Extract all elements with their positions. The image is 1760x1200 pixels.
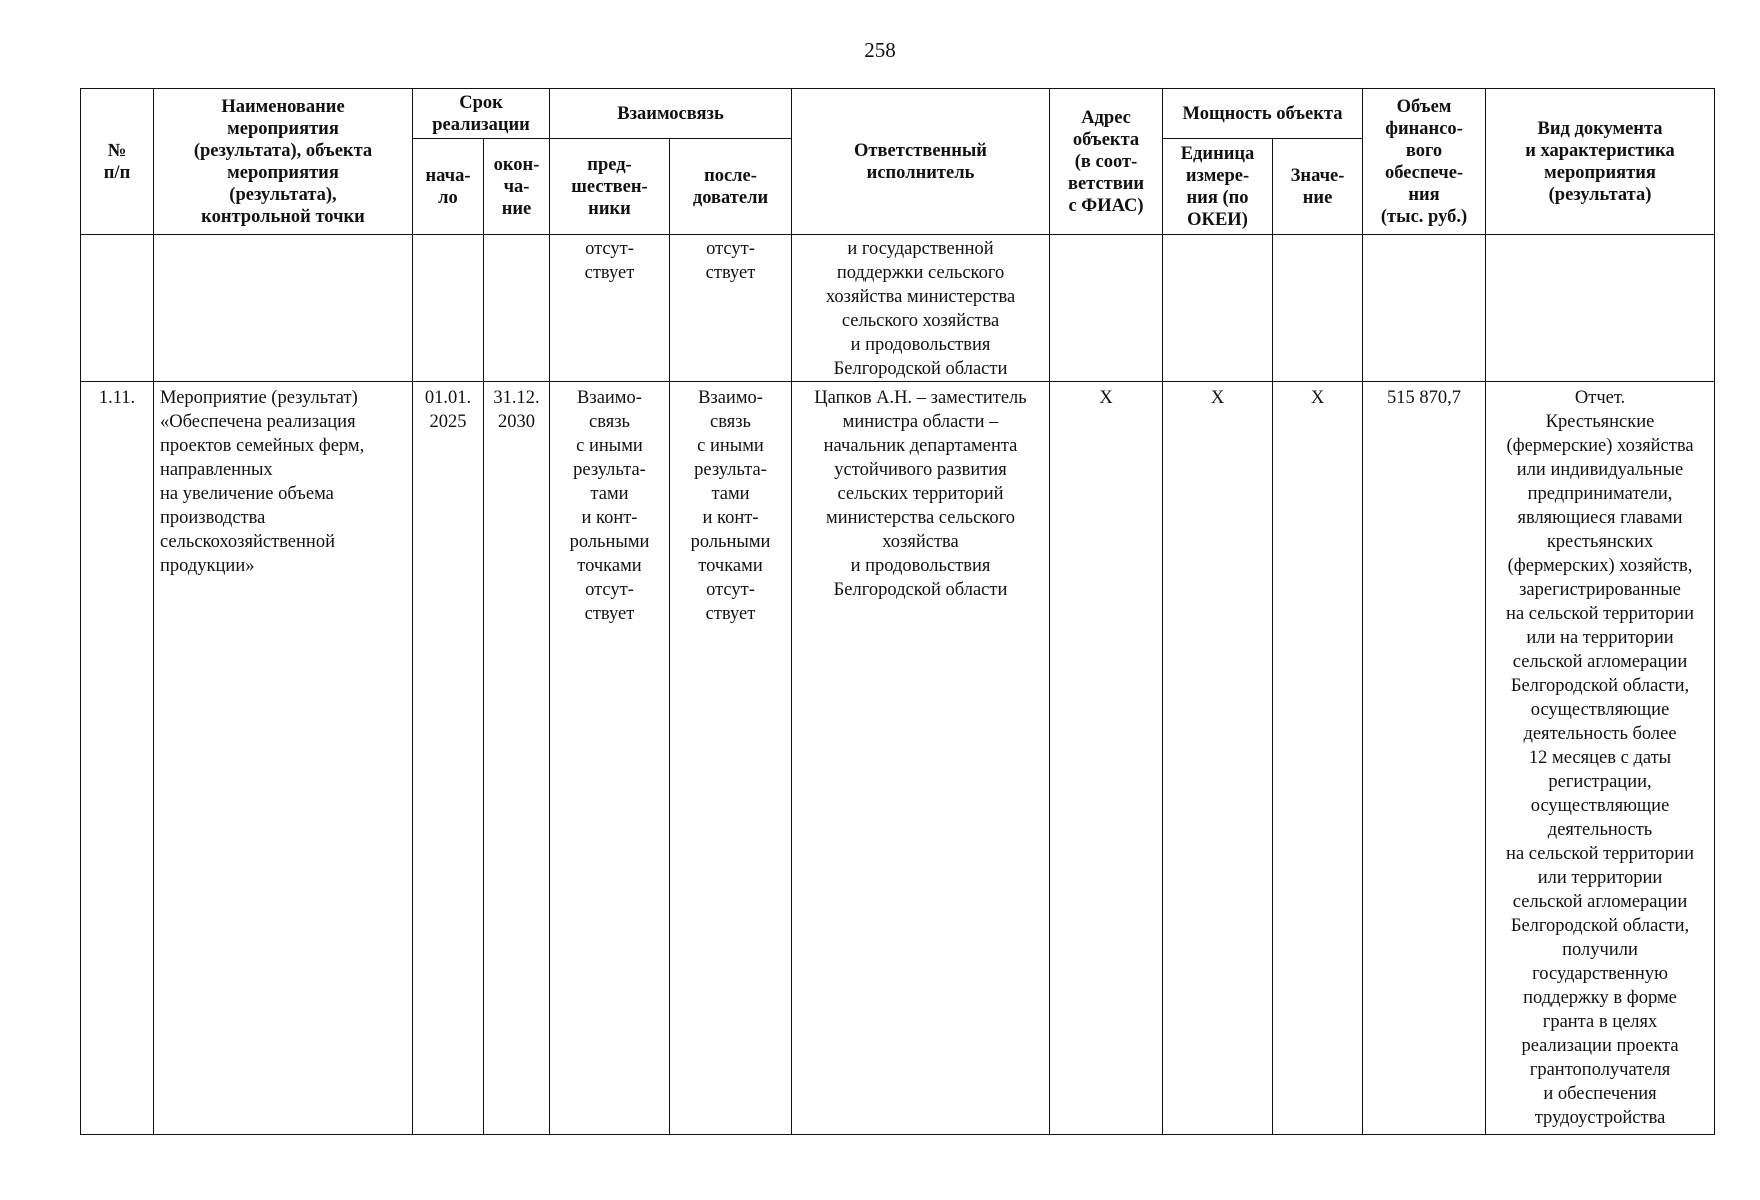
cell-end: 31.12. 2030 [484, 382, 550, 1135]
table-row [81, 235, 1715, 382]
page-number: 258 [864, 38, 896, 62]
cell-address [1050, 235, 1163, 382]
header-link-post: после- дователи [670, 139, 792, 235]
cell-pred: отсут- ствует [550, 235, 670, 382]
activities-table [80, 88, 1715, 1135]
header-address: Адрес объекта (в соот- ветствии с ФИАС) [1050, 89, 1163, 235]
cell-num [81, 235, 154, 382]
cell-pred: Взаимо- связь с иными результа- тами и конт- рольными точками отсут- ствует [550, 382, 670, 1135]
cell-start: 01.01. 2025 [413, 382, 484, 1135]
cell-finance: 515 870,7 [1363, 382, 1486, 1135]
header-value: Значе- ние [1273, 139, 1363, 235]
cell-value: Х [1273, 382, 1363, 1135]
cell-unit: Х [1163, 382, 1273, 1135]
header-num: № п/п [81, 89, 154, 235]
cell-post: отсут- ствует [670, 235, 792, 382]
cell-executor: Цапков А.Н. – заместитель министра области – начальник департамента устойчивого развития сельских территорий министерства сельского хозяйства и продовольствия Белгородской области [792, 382, 1050, 1135]
cell-name [154, 235, 413, 382]
header-name: Наименование мероприятия (результата), объекта мероприятия (результата), контрольной точки [154, 89, 413, 235]
cell-doc: Отчет. Крестьянские (фермерские) хозяйства или индивидуальные предприниматели, являющиеся главами крестьянских (фермерских) хозяйств, зарегистрированные на сельской территории или на территории сельской агломерации Белгородской области, осуществляющие деятельность более 12 месяцев с даты регистрации, осуществляющие деятельность на сельской территории или территории сельской агломерации Белгородской области, получили государственную поддержку в форме гранта в целях реализации проекта грантополучателя и обеспечения трудоустройства [1486, 382, 1715, 1135]
table-row [81, 382, 1715, 1135]
header-term: Срок реализации [413, 89, 550, 139]
header-doc: Вид документа и характеристика мероприятия (результата) [1486, 89, 1715, 235]
header-term-start: нача- ло [413, 139, 484, 235]
cell-unit [1163, 235, 1273, 382]
header-link-pred: пред- шествен- ники [550, 139, 670, 235]
cell-num: 1.11. [81, 382, 154, 1135]
cell-executor: и государственной поддержки сельского хозяйства министерства сельского хозяйства и продовольствия Белгородской области [792, 235, 1050, 382]
cell-finance [1363, 235, 1486, 382]
cell-post: Взаимо- связь с иными результа- тами и конт- рольными точками отсут- ствует [670, 382, 792, 1135]
header-term-end: окон- ча- ние [484, 139, 550, 235]
cell-end [484, 235, 550, 382]
header-executor: Ответственный исполнитель [792, 89, 1050, 235]
cell-doc [1486, 235, 1715, 382]
cell-name: Мероприятие (результат) «Обеспечена реализация проектов семейных ферм, направленных на увеличение объема производства сельскохозяйственной продукции» [154, 382, 413, 1135]
header-capacity: Мощность объекта [1163, 89, 1363, 139]
header-link: Взаимосвязь [550, 89, 792, 139]
cell-address: Х [1050, 382, 1163, 1135]
header-finance: Объем финансо- вого обеспече- ния (тыс. руб.) [1363, 89, 1486, 235]
cell-value [1273, 235, 1363, 382]
header-unit: Единица измере- ния (по ОКЕИ) [1163, 139, 1273, 235]
cell-start [413, 235, 484, 382]
